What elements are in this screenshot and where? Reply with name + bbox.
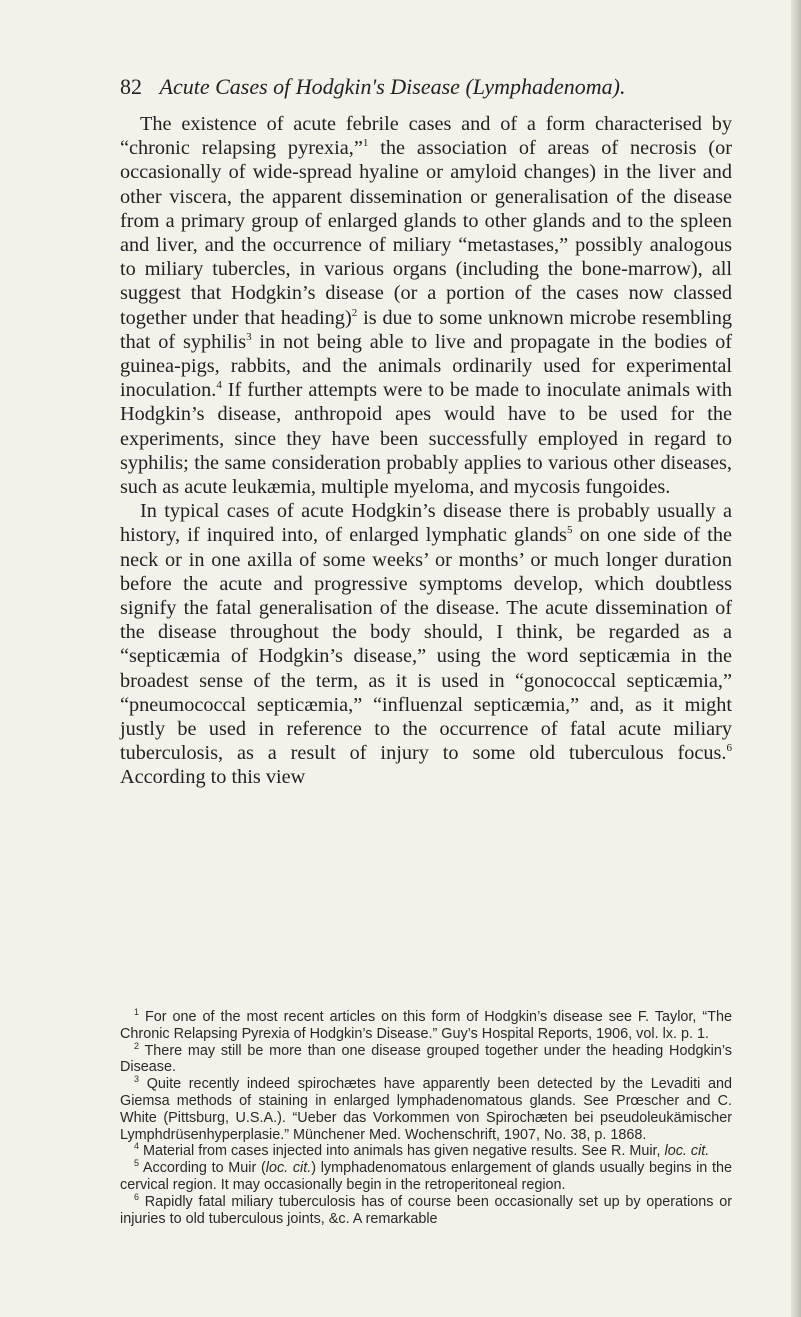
text-run: If further attempts were to be made to inoculate animals with Hodgkin’s disease, anthropoid apes would have to be used for the experiments, since they have been successfully employed in regard to syphilis; the same consideration probably applies to various other diseases, such as acute leukæmia, multiple myeloma, and mycosis fungoides. [120,379,732,499]
footnote [120,1076,732,1143]
footnote [120,1191,732,1228]
text-run: There may still be more than one disease grouped together under the heading Hodgkin’s Disease. [120,1042,732,1076]
footnote-number: 2 [134,1040,140,1051]
footnote-number: 6 [134,1191,140,1202]
page-number: 82 [120,74,142,99]
main-text [120,112,732,790]
paragraph [120,499,732,789]
footnote [120,1009,732,1043]
paragraph [120,112,732,499]
text-run: Quite recently indeed spirochætes have apparently been detected by the Levaditi and Giemsa methods of staining in enlarged lymphadenomatous glands. See Prœscher and C. White (Pittsburg, U.S.A.). “Ueber das Vorkommen von Spirochæten bei pseudoleukämischer Lymphdrüsenhyperplasie.” Münchener Med. Wochenschrift, 1907, No. 38, p. 1868. [120,1076,732,1143]
footnotes [120,1009,732,1227]
text-run: In typical cases of acute Hodgkin’s disease there is probably usually a history, if inquired into, of enlarged lymphatic glands [120,500,732,547]
text-run: For one of the most recent articles on this form of Hodgkin’s disease see F. Taylor, “The Chronic Relapsing Pyrexia of Hodgkin’s Disease.” Guy’s Hospital Reports, 1906, vol. lx. p. 1. [120,1009,732,1042]
text-run: According to Muir ( [139,1160,266,1177]
text-run: The existence of acute febrile cases and of a form characterised by “chronic relapsing pyrexia,” [120,113,732,160]
text-run: Material from cases injected into animals has given negative results. See R. Muir, [139,1143,665,1160]
page-edge-shadow [791,0,801,1317]
text-run: ) lymphadenomatous enlargement of glands usually begins in the cervical region. It may occasionally begin in the retroperitoneal region. [120,1160,733,1193]
footnote-number: 3 [134,1074,140,1085]
text-run: Rapidly fatal miliary tuberculosis has of course been occasionally set up by operations or injuries to old tuberculous joints, &c. A remarkable [120,1193,732,1227]
text-run: According to this view [120,766,306,789]
footnote-number: 5 [134,1158,140,1169]
footnote [120,1040,732,1077]
footnote-marker[interactable]: 6 [726,742,732,755]
footnote-marker[interactable]: 5 [566,524,573,537]
text-run: in not being able to live and propagate in the bodies of guinea-pigs, rabbits, and the animals ordinarily used for experimental inoculation. [120,330,732,402]
text-run: is due to some unknown microbe resembling that of syphilis [120,306,732,353]
italic-text: loc. cit. [265,1160,312,1177]
running-header [120,74,730,100]
text-run: the association of areas of necrosis (or occasionally of wide-spread hyaline or amyloid changes) in the liver and other viscera, the apparent dissemination or generalisation of the disease from a primary group of enlarged glands to other glands and to the spleen and liver, and the occurrence of miliary “metastases,” possibly analogous to miliary tubercles, in various organs (including the bone-marrow), all suggest that Hodgkin’s disease (or a portion of the cases now classed together under that heading) [120,137,732,329]
footnote [120,1160,732,1194]
footnote-marker[interactable]: 3 [246,331,252,344]
italic-text: loc. cit. [664,1143,710,1160]
footnote-marker[interactable]: 4 [216,379,222,392]
footnote-marker[interactable]: 2 [351,306,358,319]
text-run: on one side of the neck or in one axilla of some weeks’ or months’ or much longer duration before the acute and progressive symptoms develop, which doubtless signify the fatal generalisation of the disease. The acute dissemination of the disease throughout the body should, I think, be regarded as a “septicæmia of Hodgkin’s disease,” using the word septicæmia in the broadest sense of the term, as it is used in “gonococcal septicæmia,” “pneumococcal septicæmia,” “influenzal septicæmia,” and, as it might justly be used in reference to the occurrence of fatal acute miliary tuberculosis, as a result of injury to some old tuberculous focus. [120,524,732,765]
running-title: Acute Cases of Hodgkin's Disease (Lymphadenoma). [159,74,626,99]
footnote-marker[interactable]: 1 [362,137,369,150]
footnote-number: 1 [134,1007,140,1018]
footnote-number: 4 [134,1141,140,1152]
footnote [120,1143,732,1160]
